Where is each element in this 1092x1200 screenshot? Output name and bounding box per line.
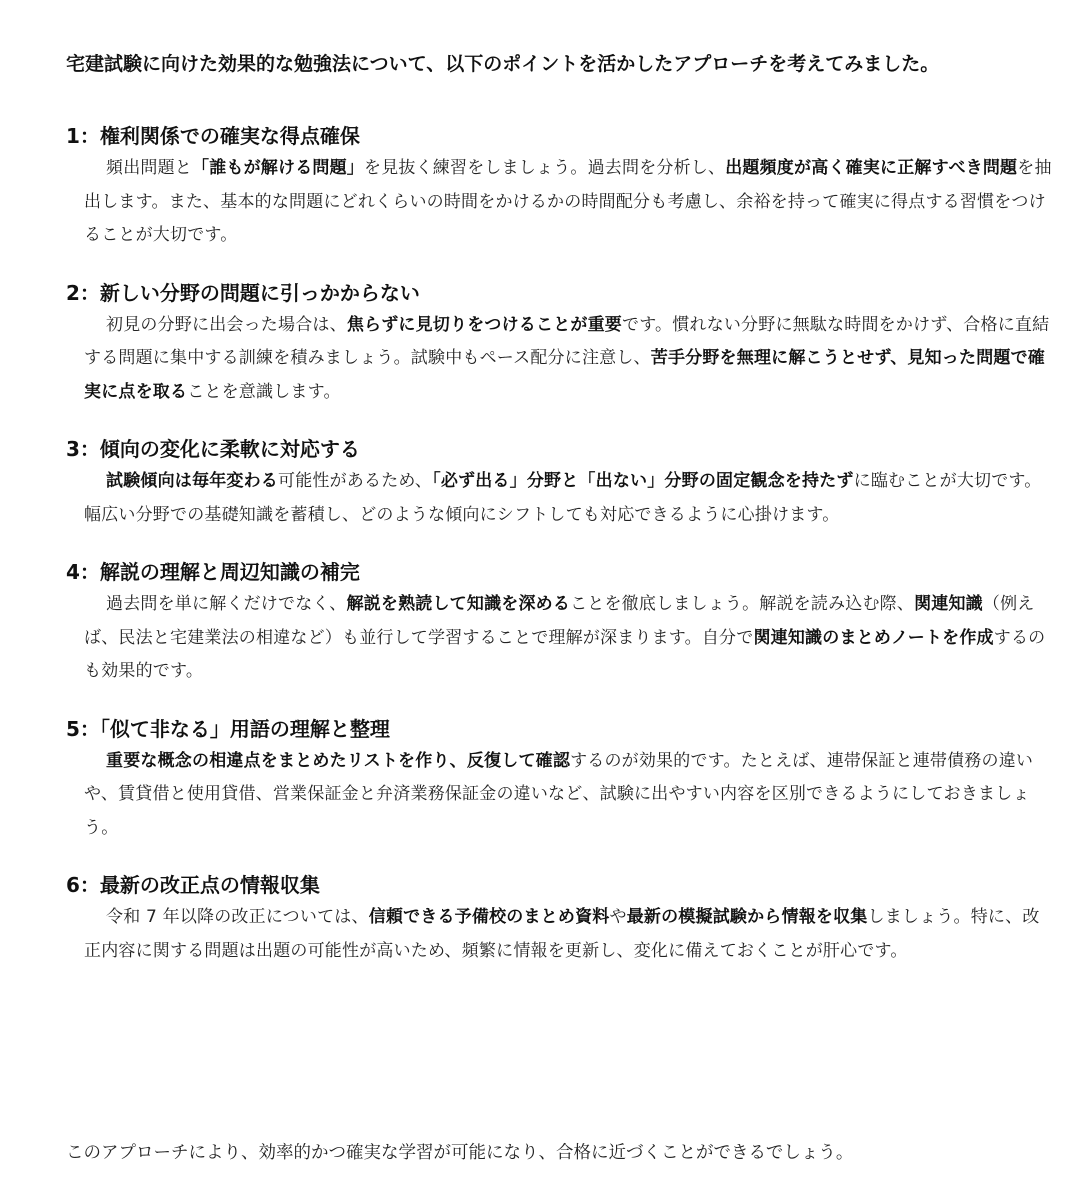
emphasis-text: 苦手分野を無理に解こうとせず、見知った問題で確実に点を取る <box>84 348 1045 402</box>
body-text: （例えば、民法と宅建業法の相違など）も並行して学習することで理解が深まります。自分で <box>84 594 1035 648</box>
body-text: ことを意識します。 <box>187 381 341 402</box>
emphasis-text: 「誰もが解ける問題」 <box>192 158 364 178</box>
body-text: 過去問を単に解くだけでなく、 <box>106 594 347 614</box>
body-text: 頻出問題と <box>106 158 192 178</box>
emphasis-text: 関連知識 <box>914 594 983 614</box>
body-text: 初見の分野に出会った場合は、 <box>106 314 347 335</box>
emphasis-text: 重要な概念の相違点をまとめたリストを作り、反復して確認 <box>106 750 571 771</box>
section-1 <box>66 120 1052 253</box>
section-5 <box>66 713 1052 846</box>
emphasis-text: 「必ず出る」分野と「出ない」分野の固定観念を持たず <box>432 471 854 491</box>
body-text: するのも効果的です。 <box>84 627 1046 681</box>
conclusion-paragraph: このアプローチにより、効率的かつ確実な学習が可能になり、合格に近づくことができるでしょう。 <box>66 1143 854 1163</box>
emphasis-text: 最新の模擬試験から情報を収集 <box>626 907 868 927</box>
emphasis-text: 焦らずに見切りをつけることが重要 <box>346 314 623 335</box>
section-body <box>84 901 1052 968</box>
body-text: 令和 7 年以降の改正については、 <box>106 907 369 927</box>
section-title: 1：権利関係での確実な得点確保 <box>66 124 360 148</box>
body-text: です。慣れない分野に無駄な時間をかけず、合格に直結する問題に集中する訓練を積みましょう。試験中もペース配分に注意し、 <box>84 314 1050 368</box>
emphasis-text: 出題頻度が高く確実に正解すべき問題 <box>725 158 1018 178</box>
section-3 <box>66 433 1052 532</box>
section-2 <box>66 277 1052 410</box>
body-text: 可能性があるため、 <box>278 471 433 491</box>
sections-container <box>66 120 1052 968</box>
section-title: 5：「似て非なる」用語の理解と整理 <box>66 716 390 741</box>
body-text: を抽出します。また、基本的な問題にどれくらいの時間をかけるかの時間配分も考慮し、余裕を持って確実に得点する習慣をつけることが大切です。 <box>84 158 1052 245</box>
emphasis-text: 信頼できる予備校のまとめ資料 <box>368 907 610 927</box>
body-text: を見抜く練習をしましょう。過去問を分析し、 <box>364 158 726 178</box>
emphasis-text: 試験傾向は毎年変わる <box>106 471 278 491</box>
section-body <box>84 152 1052 253</box>
section-body <box>84 465 1052 532</box>
section-title: 6：最新の改正点の情報収集 <box>66 873 320 897</box>
section-4 <box>66 556 1052 689</box>
section-6 <box>66 869 1052 968</box>
emphasis-text: 解説を熟読して知識を深める <box>346 594 571 614</box>
section-title: 4：解説の理解と周辺知識の補完 <box>66 560 360 584</box>
body-text: するのが効果的です。たとえば、連帯保証と連帯債務の違いや、賃貸借と使用貸借、営業保証金と弁済業務保証金の違いなど、試験に出やすい内容を区別できるようにしておきましょう。 <box>84 750 1034 838</box>
body-text: ことを徹底しましょう。解説を読み込む際、 <box>570 594 915 614</box>
section-body <box>84 745 1052 846</box>
section-title: 2：新しい分野の問題に引っかからない <box>66 280 420 305</box>
body-text: や <box>609 907 627 927</box>
body-text: に臨むことが大切です。幅広い分野での基礎知識を蓄積し、どのような傾向にシフトしても対応できるように心掛けます。 <box>84 471 1042 525</box>
emphasis-text: 関連知識のまとめノートを作成 <box>753 627 994 648</box>
intro-paragraph: 宅建試験に向けた効果的な勉強法について、以下のポイントを活かしたアプローチを考えてみました。 <box>66 53 940 75</box>
section-title: 3：傾向の変化に柔軟に対応する <box>66 437 360 461</box>
body-text: しましょう。特に、改正内容に関する問題は出題の可能性が高いため、頻繁に情報を更新し、変化に備えておくことが肝心です。 <box>84 907 1040 961</box>
section-body <box>84 309 1052 410</box>
section-body <box>84 588 1052 689</box>
